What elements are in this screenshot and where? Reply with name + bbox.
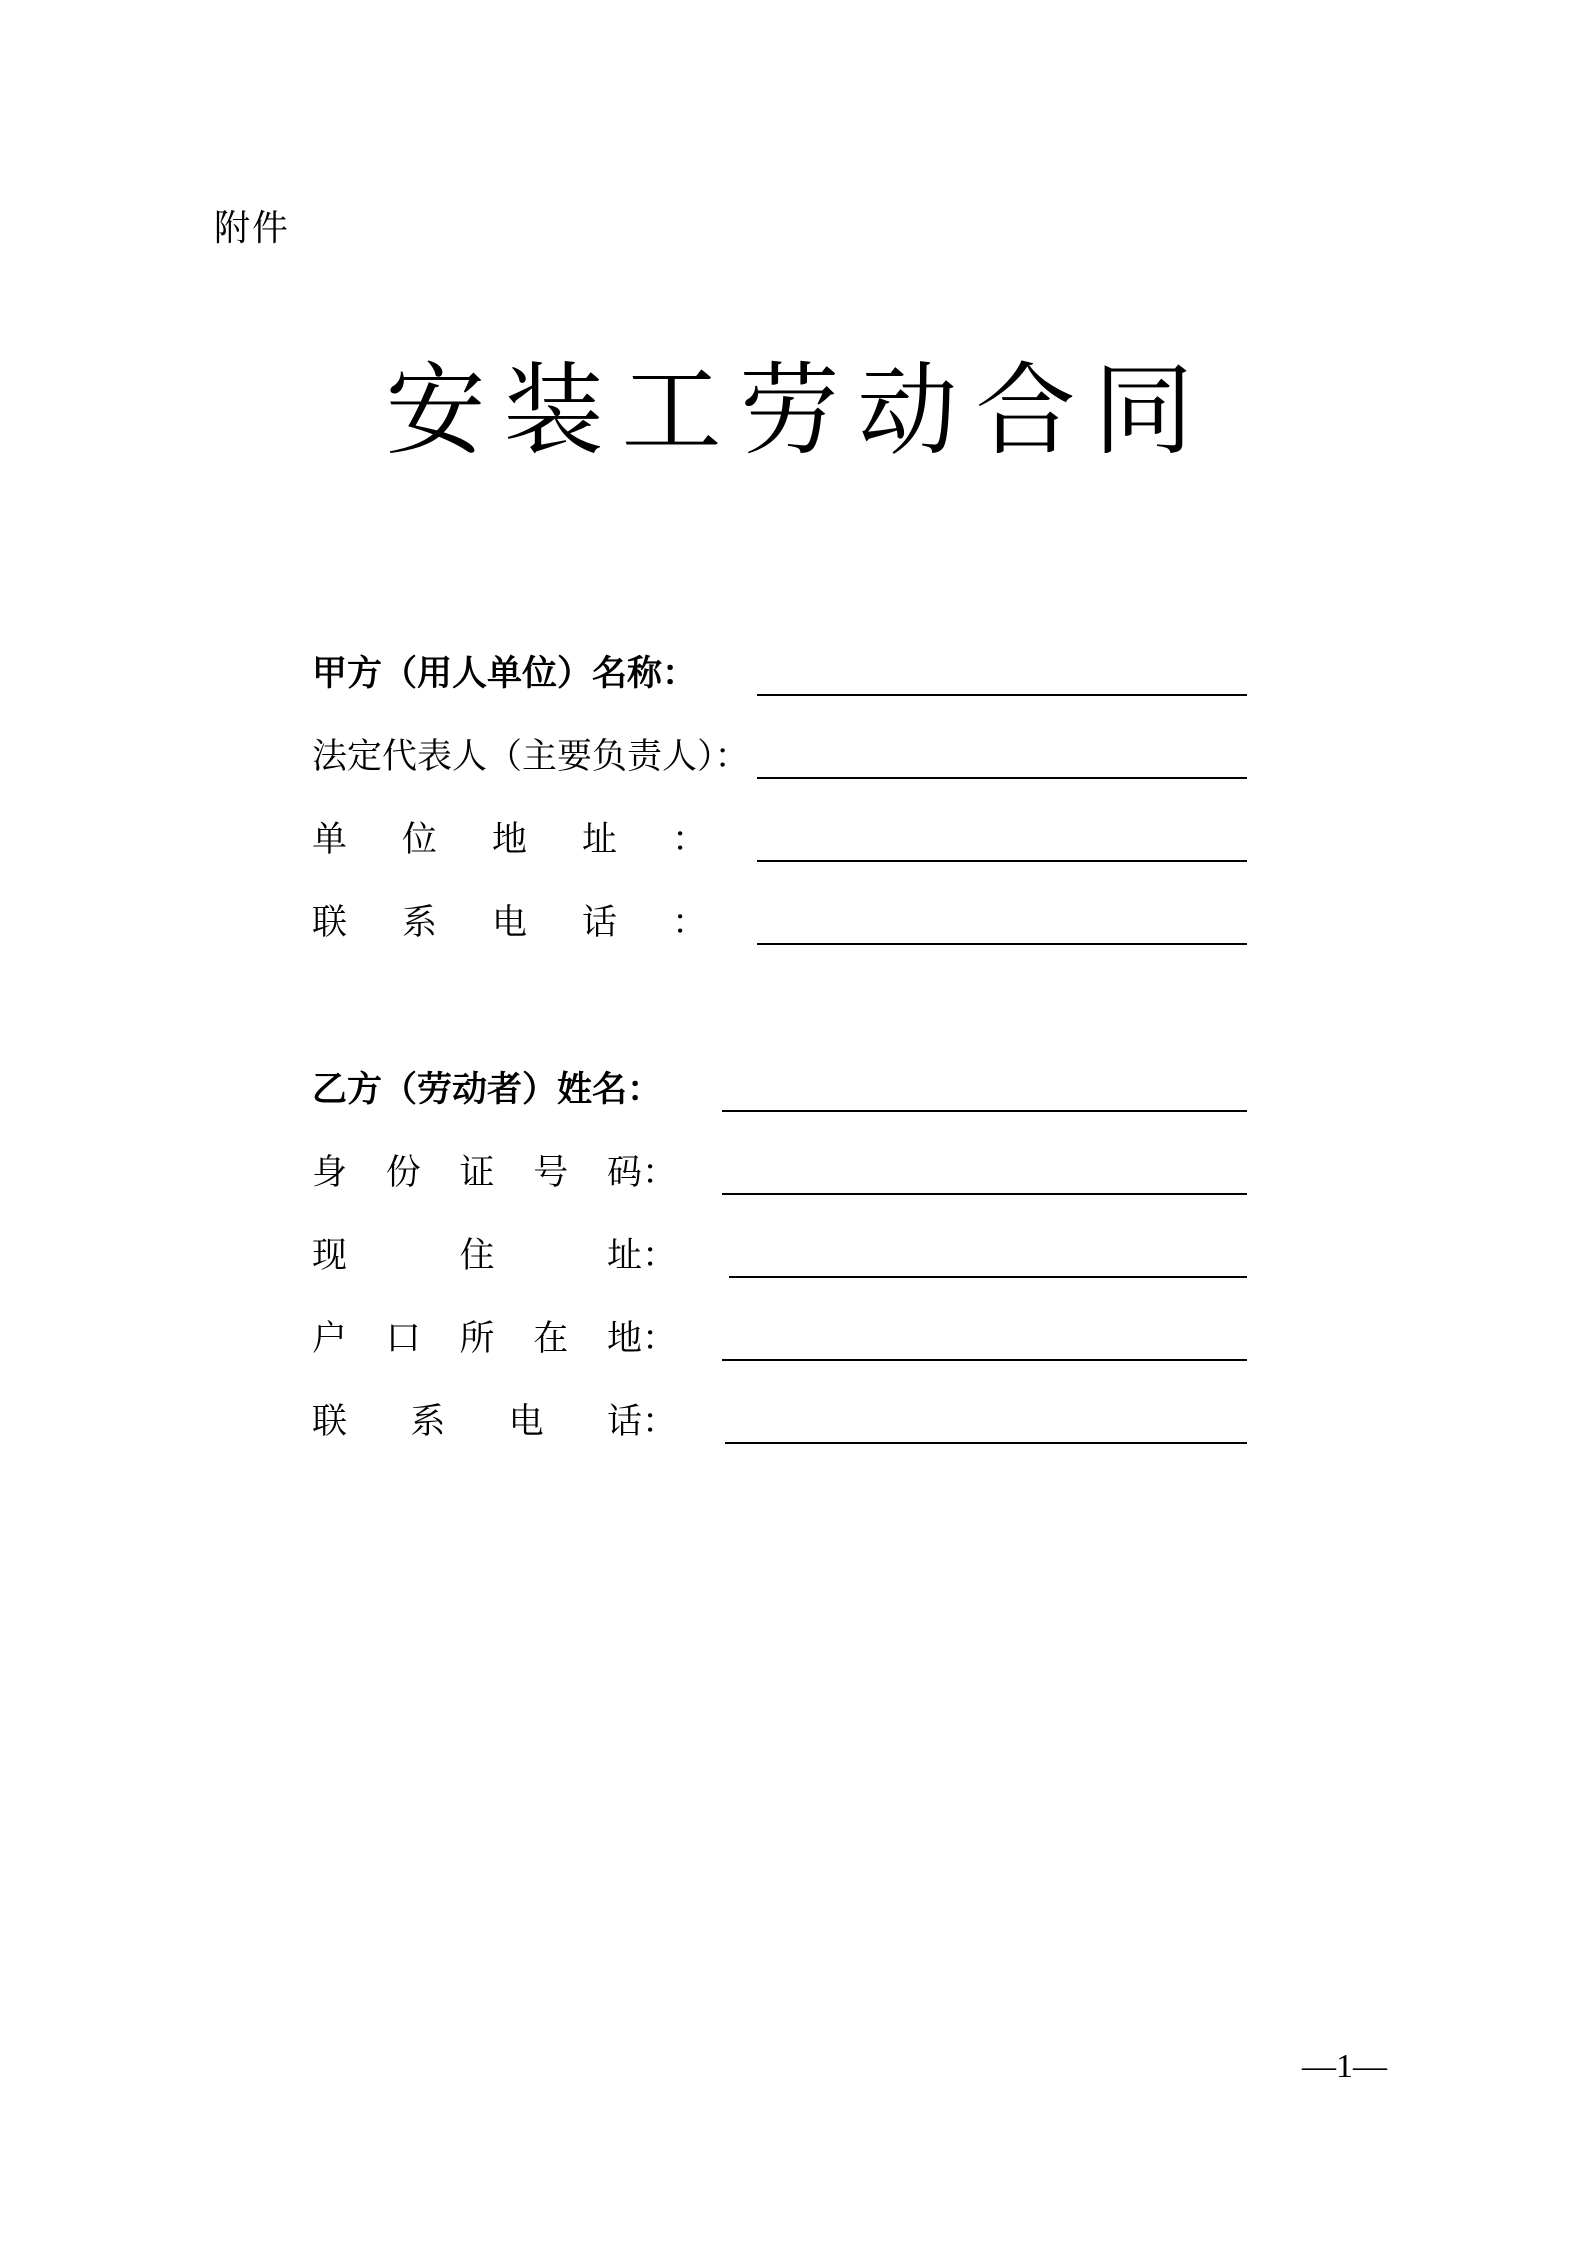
party-a-name-row xyxy=(312,640,1247,700)
label-char: 户 xyxy=(312,1319,348,1359)
label-char: 号 xyxy=(533,1153,569,1193)
label-char: 份 xyxy=(385,1153,421,1193)
party-a-phone-field[interactable] xyxy=(757,943,1247,945)
label-char: 住 xyxy=(459,1236,495,1276)
party-a-legal-rep-row xyxy=(312,723,1247,783)
label-char: 址： xyxy=(606,1236,677,1276)
party-b-id-label xyxy=(312,1153,677,1193)
party-b-name-row xyxy=(312,1056,1247,1116)
label-char: 单 xyxy=(312,820,348,860)
page-number: —1— xyxy=(1302,2048,1387,2085)
party-a-name-field[interactable] xyxy=(757,694,1247,696)
label-char: 码： xyxy=(606,1153,677,1193)
label-char: 电 xyxy=(508,1402,544,1442)
label-char: ： xyxy=(671,820,707,860)
label-char: 地 xyxy=(491,820,527,860)
party-b-name-label: 乙方（劳动者）姓名： xyxy=(312,1069,663,1110)
party-b-phone-label xyxy=(312,1402,677,1442)
party-b-hukou-row xyxy=(312,1305,1247,1365)
party-a-address-label xyxy=(312,820,707,860)
label-char: 联 xyxy=(312,1402,348,1442)
label-char: 口 xyxy=(385,1319,421,1359)
party-b-residence-label xyxy=(312,1236,677,1276)
label-char: 联 xyxy=(312,903,348,943)
label-char: 话： xyxy=(606,1402,677,1442)
party-b-id-field[interactable] xyxy=(722,1193,1247,1195)
label-char: 地： xyxy=(606,1319,677,1359)
party-a-legal-rep-field[interactable] xyxy=(757,777,1247,779)
label-char: 址 xyxy=(581,820,617,860)
label-char: 证 xyxy=(459,1153,495,1193)
label-char: ： xyxy=(671,903,707,943)
party-b-residence-row xyxy=(312,1222,1247,1282)
party-b-phone-row xyxy=(312,1388,1247,1448)
contract-title: 安装工劳动合同 xyxy=(385,352,1212,469)
party-a-address-row xyxy=(312,806,1247,866)
label-char: 电 xyxy=(491,903,527,943)
label-char: 所 xyxy=(459,1319,495,1359)
party-b-name-field[interactable] xyxy=(722,1110,1247,1112)
party-b-id-row xyxy=(312,1139,1247,1199)
label-char: 现 xyxy=(312,1236,348,1276)
party-a-name-label: 甲方（用人单位）名称： xyxy=(312,653,698,694)
party-b-hukou-label xyxy=(312,1319,677,1359)
party-a-phone-row xyxy=(312,889,1247,949)
attachment-label: 附件 xyxy=(214,208,291,249)
label-char: 在 xyxy=(533,1319,569,1359)
label-char: 话 xyxy=(581,903,617,943)
party-a-phone-label xyxy=(312,903,707,943)
party-b-phone-field[interactable] xyxy=(725,1442,1247,1444)
party-b-residence-field[interactable] xyxy=(729,1276,1247,1278)
party-b-hukou-field[interactable] xyxy=(722,1359,1247,1361)
party-a-legal-rep-label: 法定代表人（主要负责人）： xyxy=(312,737,750,777)
label-char: 系 xyxy=(410,1402,446,1442)
label-char: 系 xyxy=(401,903,437,943)
party-a-address-field[interactable] xyxy=(757,860,1247,862)
label-char: 位 xyxy=(401,820,437,860)
label-char: 身 xyxy=(312,1153,348,1193)
